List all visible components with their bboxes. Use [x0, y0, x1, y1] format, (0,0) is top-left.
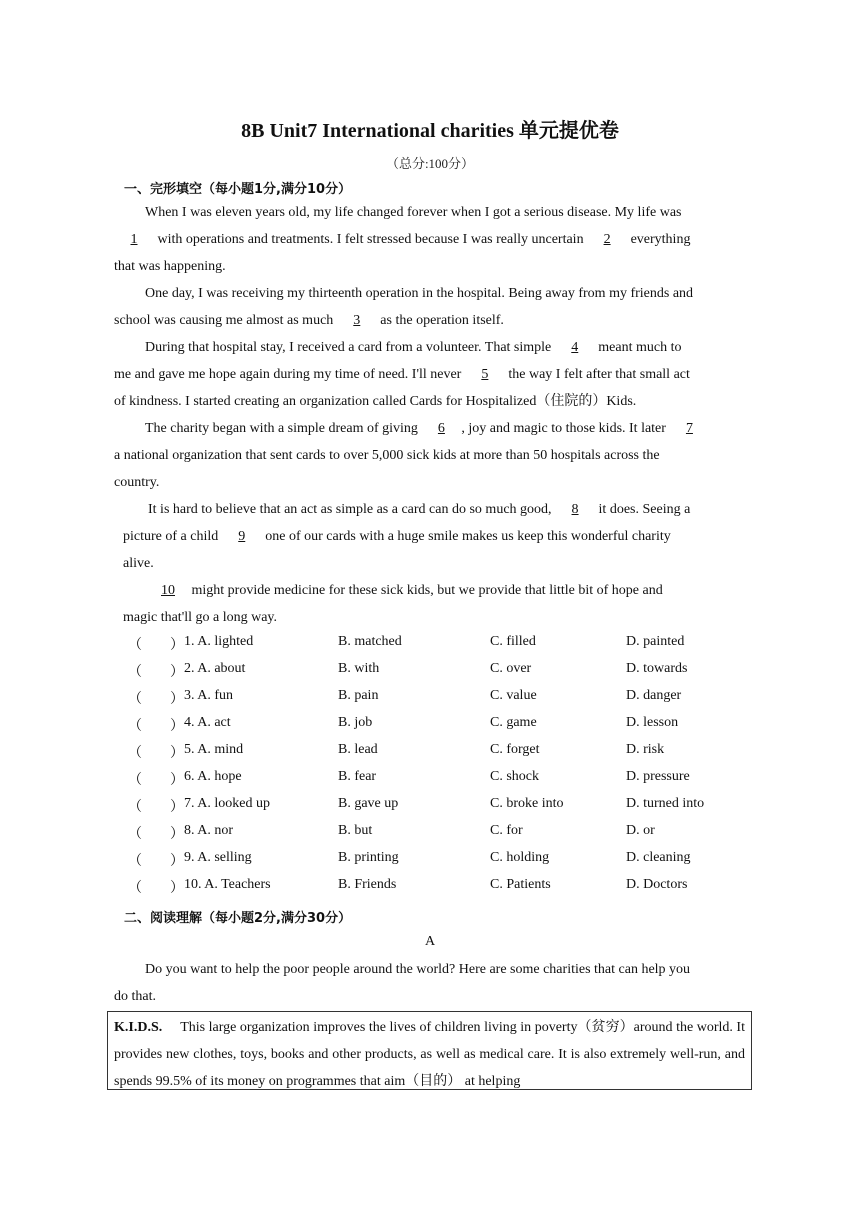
passage-line: 10 might provide medicine for these sick kids, but we provide that little bit of hope and [148, 577, 663, 604]
option-b[interactable]: B. matched [338, 634, 402, 649]
charity-description: This large organization improves the lives of children living in poverty（贫穷）around the world. It provides new clothes, toys, books and other products, as well as medical care. It is also extremely well-run, and spends 99.5% of its money on programmes that aim（目的） at helping [114, 1020, 745, 1089]
answer-paren[interactable]: （ ） [128, 881, 184, 896]
option-d[interactable]: D. danger [626, 688, 682, 703]
passage-line: alive. [123, 556, 154, 571]
option-a[interactable]: 8. A. nor [184, 823, 233, 838]
option-c[interactable]: C. Patients [490, 877, 551, 892]
option-a[interactable]: 4. A. act [184, 715, 231, 730]
passage-line: a national organization that sent cards to over 5,000 sick kids at more than 50 hospitals across the [114, 448, 660, 463]
blank-9[interactable]: 9 [238, 529, 246, 544]
total-score: （总分:100分） [385, 156, 475, 171]
passage-line: of kindness. I started creating an organization called Cards for Hospitalized（住院的）Kids. [114, 394, 637, 409]
option-d[interactable]: D. towards [626, 661, 688, 676]
option-b[interactable]: B. job [338, 715, 373, 730]
question-row [128, 688, 748, 710]
blank-3[interactable]: 3 [353, 313, 361, 328]
passage-line: country. [114, 475, 160, 490]
reading-intro: do that. [114, 989, 156, 1004]
option-c[interactable]: C. over [490, 661, 532, 676]
option-a[interactable]: 10. A. Teachers [184, 877, 271, 892]
blank-10[interactable]: 10 [161, 583, 175, 598]
question-row [128, 715, 748, 737]
option-a[interactable]: 9. A. selling [184, 850, 252, 865]
question-row [128, 742, 748, 764]
option-b[interactable]: B. but [338, 823, 373, 838]
passage-line: One day, I was receiving my thirteenth operation in the hospital. Being away from my friends and [145, 286, 694, 301]
option-d[interactable]: D. turned into [626, 796, 705, 811]
option-c[interactable]: C. game [490, 715, 537, 730]
passage-line: me and gave me hope again during my time of need. I'll never 5 the way I felt after that small act [114, 361, 690, 388]
passage-line: that was happening. [114, 259, 226, 274]
passage-line: When I was eleven years old, my life changed forever when I got a serious disease. My life was [145, 205, 682, 220]
question-row [128, 634, 748, 656]
option-c[interactable]: C. holding [490, 850, 550, 865]
blank-6[interactable]: 6 [437, 421, 445, 436]
option-d[interactable]: D. risk [626, 742, 665, 757]
option-b[interactable]: B. printing [338, 850, 399, 865]
answer-paren[interactable]: （ ） [128, 746, 184, 761]
option-c[interactable]: C. forget [490, 742, 540, 757]
blank-7[interactable]: 7 [685, 421, 693, 436]
option-a[interactable]: 3. A. fun [184, 688, 233, 703]
option-b[interactable]: B. gave up [338, 796, 399, 811]
option-a[interactable]: 6. A. hope [184, 769, 242, 784]
charity-box-kids [107, 1011, 752, 1090]
option-c[interactable]: C. value [490, 688, 537, 703]
passage-line: During that hospital stay, I received a card from a volunteer. That simple 4 meant much to [145, 334, 681, 361]
blank-4[interactable]: 4 [571, 340, 579, 355]
answer-paren[interactable]: （ ） [128, 800, 184, 815]
passage-line: picture of a child 9 one of our cards with a huge smile makes us keep this wonderful charity [123, 523, 671, 550]
option-d[interactable]: D. cleaning [626, 850, 691, 865]
passage-line: It is hard to believe that an act as simple as a card can do so much good, 8 it does. Seeing a [148, 496, 690, 523]
option-b[interactable]: B. pain [338, 688, 379, 703]
passage-line: magic that'll go a long way. [123, 610, 278, 625]
answer-paren[interactable]: （ ） [128, 692, 184, 707]
option-c[interactable]: C. filled [490, 634, 536, 649]
option-a[interactable]: 1. A. lighted [184, 634, 254, 649]
option-c[interactable]: C. broke into [490, 796, 564, 811]
section-2-heading: 二、阅读理解（每小题2分,满分30分） [124, 911, 352, 926]
answer-paren[interactable]: （ ） [128, 665, 184, 680]
charity-name: K.I.D.S. [114, 1020, 163, 1035]
answer-paren[interactable]: （ ） [128, 773, 184, 788]
answer-paren[interactable]: （ ） [128, 827, 184, 842]
blank-8[interactable]: 8 [571, 502, 579, 517]
question-row [128, 823, 748, 845]
question-row [128, 769, 748, 791]
answer-paren[interactable]: （ ） [128, 854, 184, 869]
answer-paren[interactable]: （ ） [128, 638, 184, 653]
option-a[interactable]: 7. A. looked up [184, 796, 270, 811]
option-a[interactable]: 2. A. about [184, 661, 246, 676]
option-a[interactable]: 5. A. mind [184, 742, 244, 757]
option-b[interactable]: B. lead [338, 742, 378, 757]
question-row [128, 661, 748, 683]
option-b[interactable]: B. with [338, 661, 380, 676]
question-row [128, 796, 748, 818]
option-d[interactable]: D. or [626, 823, 655, 838]
part-label: A [424, 934, 436, 949]
passage-line: 1 with operations and treatments. I felt stressed because I was really uncertain 2 everything [114, 226, 690, 253]
reading-intro: Do you want to help the poor people around the world? Here are some charities that can help you [145, 962, 691, 977]
question-row [128, 877, 748, 899]
blank-1[interactable]: 1 [130, 232, 138, 247]
page-title: 8B Unit7 International charities 单元提优卷 [241, 120, 619, 142]
option-c[interactable]: C. for [490, 823, 523, 838]
option-d[interactable]: D. pressure [626, 769, 690, 784]
passage-line: school was causing me almost as much 3 as the operation itself. [114, 307, 504, 334]
section-1-heading: 一、完形填空（每小题1分,满分10分） [124, 182, 352, 197]
option-d[interactable]: D. Doctors [626, 877, 688, 892]
option-c[interactable]: C. shock [490, 769, 539, 784]
answer-paren[interactable]: （ ） [128, 719, 184, 734]
question-row [128, 850, 748, 872]
blank-5[interactable]: 5 [481, 367, 489, 382]
option-d[interactable]: D. lesson [626, 715, 679, 730]
blank-2[interactable]: 2 [603, 232, 611, 247]
option-b[interactable]: B. fear [338, 769, 377, 784]
option-b[interactable]: B. Friends [338, 877, 397, 892]
option-d[interactable]: D. painted [626, 634, 685, 649]
passage-line: The charity began with a simple dream of giving 6 , joy and magic to those kids. It later 7 [145, 415, 709, 442]
